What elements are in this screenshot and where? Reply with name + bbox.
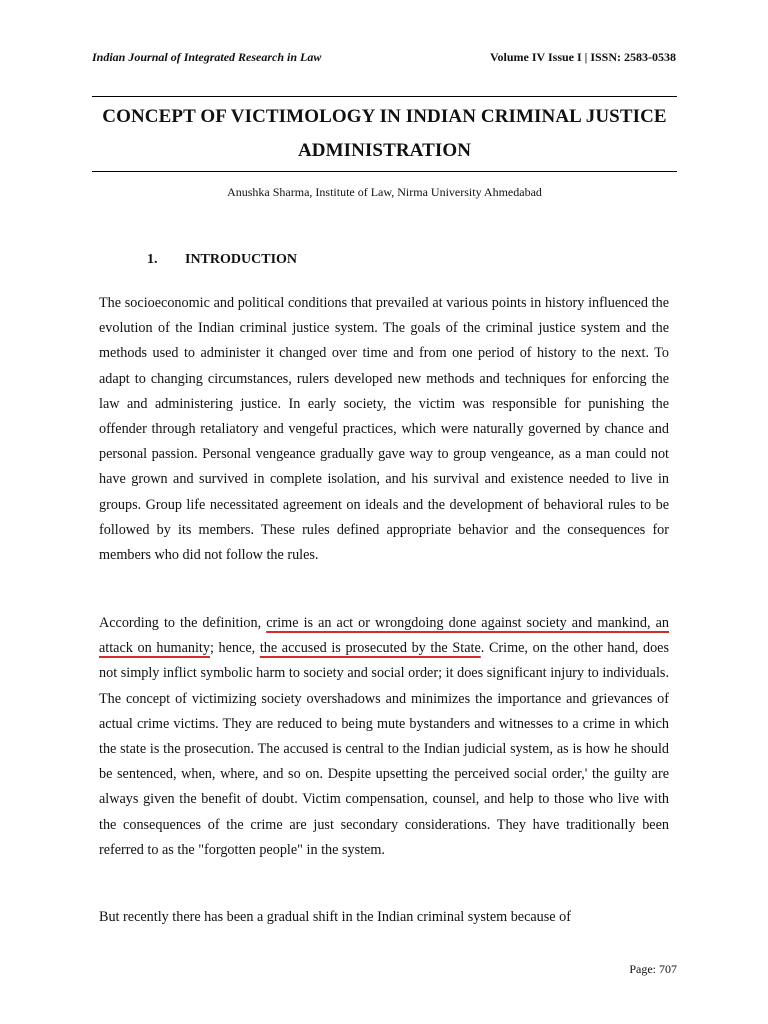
paragraph-2	[99, 611, 669, 863]
section-number: 1.	[147, 252, 158, 267]
title-bottom-rule	[92, 171, 677, 172]
paragraph-2-segment: According to the definition,	[99, 615, 267, 631]
volume-issn: Volume IV Issue I | ISSN: 2583-0538	[489, 50, 676, 64]
journal-name: Indian Journal of Integrated Research in Law	[92, 50, 322, 64]
paragraph-1	[99, 291, 669, 568]
paragraph-2-segment: . Crime, on the other hand, does not simply inflict symbolic harm to society and social order; it does significant injury to individuals. The concept of victimizing society overshadows and minimizes the importance and grievances of actual crime victims. They are reduced to being mute bystanders and witnesses to a crime in which the state is the prosecution. The accused is central to the Indian judicial system, as is how he should be sentenced, when, where, and so on. Despite upsetting the perceived social order,' the guilty are always given the benefit of doubt. Victim compensation, counsel, and help to those who live with the consequences of the crime are just secondary considerations. They have traditionally been referred to as the "forgotten people" in the system.	[99, 640, 669, 858]
article-title: CONCEPT OF VICTIMOLOGY IN INDIAN CRIMINAL JUSTICE ADMINISTRATION	[102, 106, 667, 161]
paragraph-2-segment: ; hence,	[209, 640, 260, 657]
author-affiliation: Anushka Sharma, Institute of Law, Nirma University Ahmedabad	[227, 185, 542, 199]
paragraph-1-text: The socioeconomic and political conditions that prevailed at various points in history influenced the evolution of the Indian criminal justice system. The goals of the criminal justice system and the methods used to administer it changed over time and from one period of history to the next. To adapt to changing circumstances, rulers developed new methods and techniques for enforcing the law and administering justice. In early society, the victim was responsible for punishing the offender through retaliatory and vengeful practices, which were naturally governed by chance and personal passion. Personal vengeance gradually gave way to group vengeance, as a man could not have grown and survived in complete isolation, and his survival and existence needed to live in groups. Group life necessitated agreement on ideals and the development of behavioral rules to be followed by its members. These rules defined appropriate behavior and the consequences for members who did not follow the rules.	[99, 295, 669, 564]
paragraph-3-text: But recently there has been a gradual shift in the Indian criminal system because of	[99, 909, 571, 925]
paragraph-2-text	[99, 611, 669, 863]
section-title: INTRODUCTION	[185, 252, 298, 267]
running-header	[92, 50, 676, 65]
underlined-annotation-crime-definition: crime is an act or wrongdoing done against society and mankind, an attack on humanity	[99, 615, 669, 657]
paragraph-3	[99, 905, 669, 930]
underlined-annotation-state-prosecution: the accused is prosecuted by the State	[259, 640, 481, 657]
section-heading	[147, 252, 297, 268]
page-number: Page: 707	[629, 962, 677, 976]
title-top-rule	[92, 96, 677, 97]
